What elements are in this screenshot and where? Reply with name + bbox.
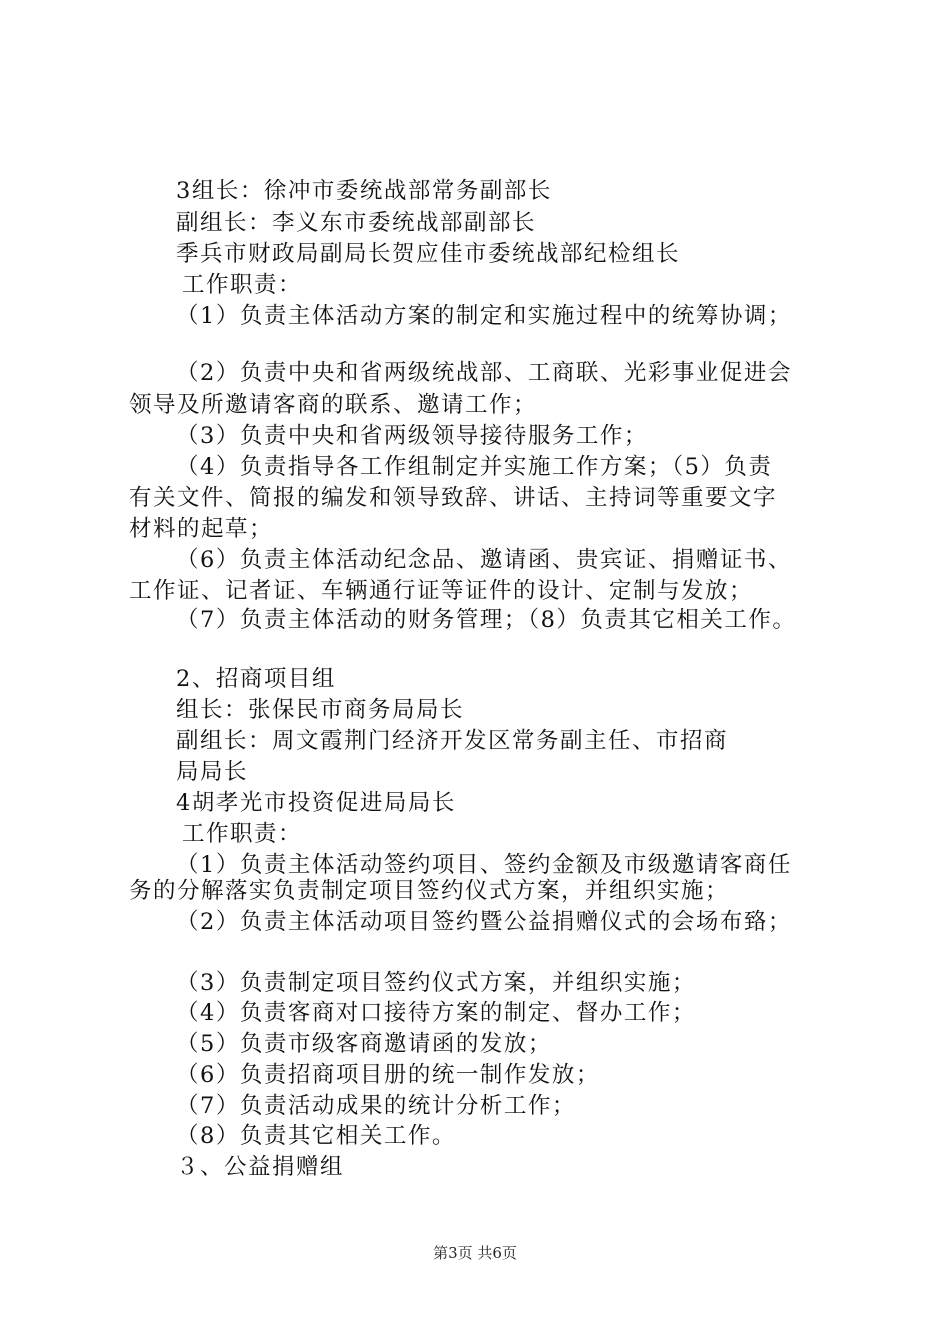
group3-duties-heading: 工作职责：: [182, 272, 303, 298]
group2-duties-heading: 工作职责：: [182, 821, 303, 847]
group3-duty-2-cont: 领导及所邀请客商的联系、邀请工作；: [129, 392, 538, 418]
group2-duty-1: （1）负责主体活动签约项目、签约金额及市级邀请客商任: [176, 852, 792, 878]
group2-leader-line: 组长：张保民市商务局局长: [176, 697, 465, 723]
group3-duty-2: （2）负责中央和省两级统战部、工商联、光彩事业促进会: [176, 360, 792, 386]
group2-duty-5: （5）负责市级客商邀请函的发放；: [176, 1031, 552, 1057]
group3-leader-line: 3组长：徐冲市委统战部常务副部长: [176, 178, 552, 204]
group3-duty-7-8: （7）负责主体活动的财务管理；（8）负责其它相关工作。: [176, 607, 797, 633]
group3-duty-1: （1）负责主体活动方案的制定和实施过程中的统筹协调；: [176, 303, 792, 329]
group2-duty-7: （7）负责活动成果的统计分析工作；: [176, 1093, 576, 1119]
group2-deputy-leader-cont: 局局长: [176, 759, 249, 785]
group3-deputy-leader-line: 副组长：李义东市委统战部副部长: [176, 210, 537, 236]
group2-duty-3: （3）负责制定项目签约仪式方案，并组织实施；: [176, 970, 696, 996]
group3-duty-4-5: （4）负责指导各工作组制定并实施工作方案；（5）负责: [176, 454, 773, 480]
group2-heading: 2、招商项目组: [176, 666, 336, 692]
group3-charity-heading: ３、公益捐赠组: [176, 1154, 345, 1180]
group2-duty-4: （4）负责客商对口接待方案的制定、督办工作；: [176, 1000, 696, 1026]
page-number-footer: 第3页 共6页: [433, 1244, 517, 1262]
group2-duty-2: （2）负责主体活动项目签约暨公益捐赠仪式的会场布臵；: [176, 909, 792, 935]
group3-duty-5-cont: 有关文件、简报的编发和领导致辞、讲话、主持词等重要文字: [129, 485, 778, 511]
group2-members-line: 4胡孝光市投资促进局局长: [176, 790, 456, 816]
group3-duty-5-cont2: 材料的起草；: [129, 516, 274, 542]
group2-duty-8: （8）负责其它相关工作。: [176, 1123, 456, 1149]
group2-duty-6: （6）负责招商项目册的统一制作发放；: [176, 1062, 600, 1088]
group3-duty-6: （6）负责主体活动纪念品、邀请函、贵宾证、捐赠证书、: [176, 547, 792, 573]
group3-duty-6-cont: 工作证、记者证、车辆通行证等证件的设计、定制与发放；: [129, 578, 754, 604]
group2-duty-1-cont: 务的分解落实负责制定项目签约仪式方案，并组织实施；: [129, 878, 730, 904]
group2-deputy-leader-line: 副组长：周文霞荆门经济开发区常务副主任、市招商: [176, 728, 729, 754]
group3-duty-3: （3）负责中央和省两级领导接待服务工作；: [176, 423, 648, 449]
group3-members-line: 季兵市财政局副局长贺应佳市委统战部纪检组长: [176, 241, 681, 267]
